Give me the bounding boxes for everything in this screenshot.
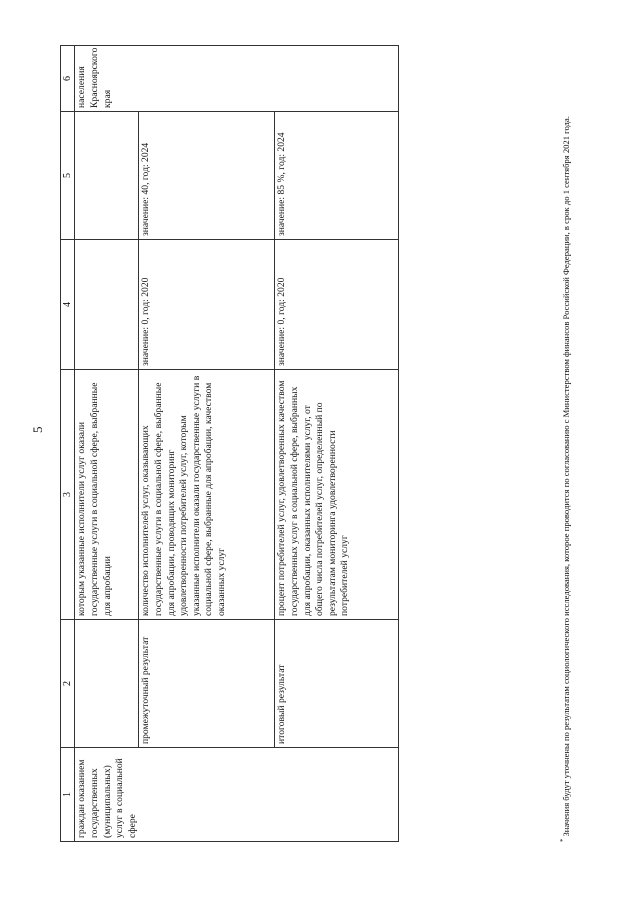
footnote-text: Значения будут уточнены по результатам социологического исследования, которое проводится по согласованию с Министерством финансов Российской Федерации, в срок до 1 сентября 2021 года. (560, 116, 571, 837)
indicator-cell: которым указанные исполнители услуг оказали государственные услуги в социальной сфере, выбранные для апробации (75, 370, 139, 620)
result-type-cell: промежуточный результат (139, 620, 275, 748)
indicator-cell: процент потребителей услуг, удовлетворенных качеством государственных услуг в социальной сфере, выбранных для апробации, оказанных исполнителями услуг, от общего числа потребителей услуг, определенный по результатам мониторинга удовлетворенности потребителей услуг (275, 370, 399, 620)
base-value-cell: значение: 0, год: 2020 (275, 240, 399, 370)
table-header-row (61, 46, 75, 842)
empty-cell (75, 240, 139, 370)
target-value-cell: значение: 40, год: 2024 (139, 112, 275, 240)
column-header: 2 (61, 620, 75, 748)
column-header: 5 (61, 112, 75, 240)
table-row (139, 46, 275, 842)
table-row (275, 46, 399, 842)
region-cell: населения Красноярского края (75, 46, 399, 112)
results-table (60, 45, 399, 842)
empty-cell (75, 112, 139, 240)
footnote-mark: * (559, 838, 567, 842)
indicator-cell: количество исполнителей услуг, оказывающих государственные услуги в социальной сфере, выбранные для апробации, проводящих мониторинг удовлетворенности потребителей услуг, которым указанные исполнители оказали государственные услуги в социальной сфере, выбранные для апробации, качеством оказанных услуг (139, 370, 275, 620)
footnote (558, 46, 573, 842)
goal-cell: граждан оказанием государственных (муниципальных) услуг в социальной сфере (75, 748, 399, 842)
column-header: 1 (61, 748, 75, 842)
target-value-cell: значение: 85 %, год: 2024 (275, 112, 399, 240)
table-row (75, 46, 139, 842)
rotated-content (60, 46, 620, 842)
column-header: 6 (61, 46, 75, 112)
base-value-cell: значение: 0, год: 2020 (139, 240, 275, 370)
column-header: 3 (61, 370, 75, 620)
empty-cell (75, 620, 139, 748)
result-type-cell: итоговый результат (275, 620, 399, 748)
page-number: 5 (30, 426, 45, 433)
column-header: 4 (61, 240, 75, 370)
